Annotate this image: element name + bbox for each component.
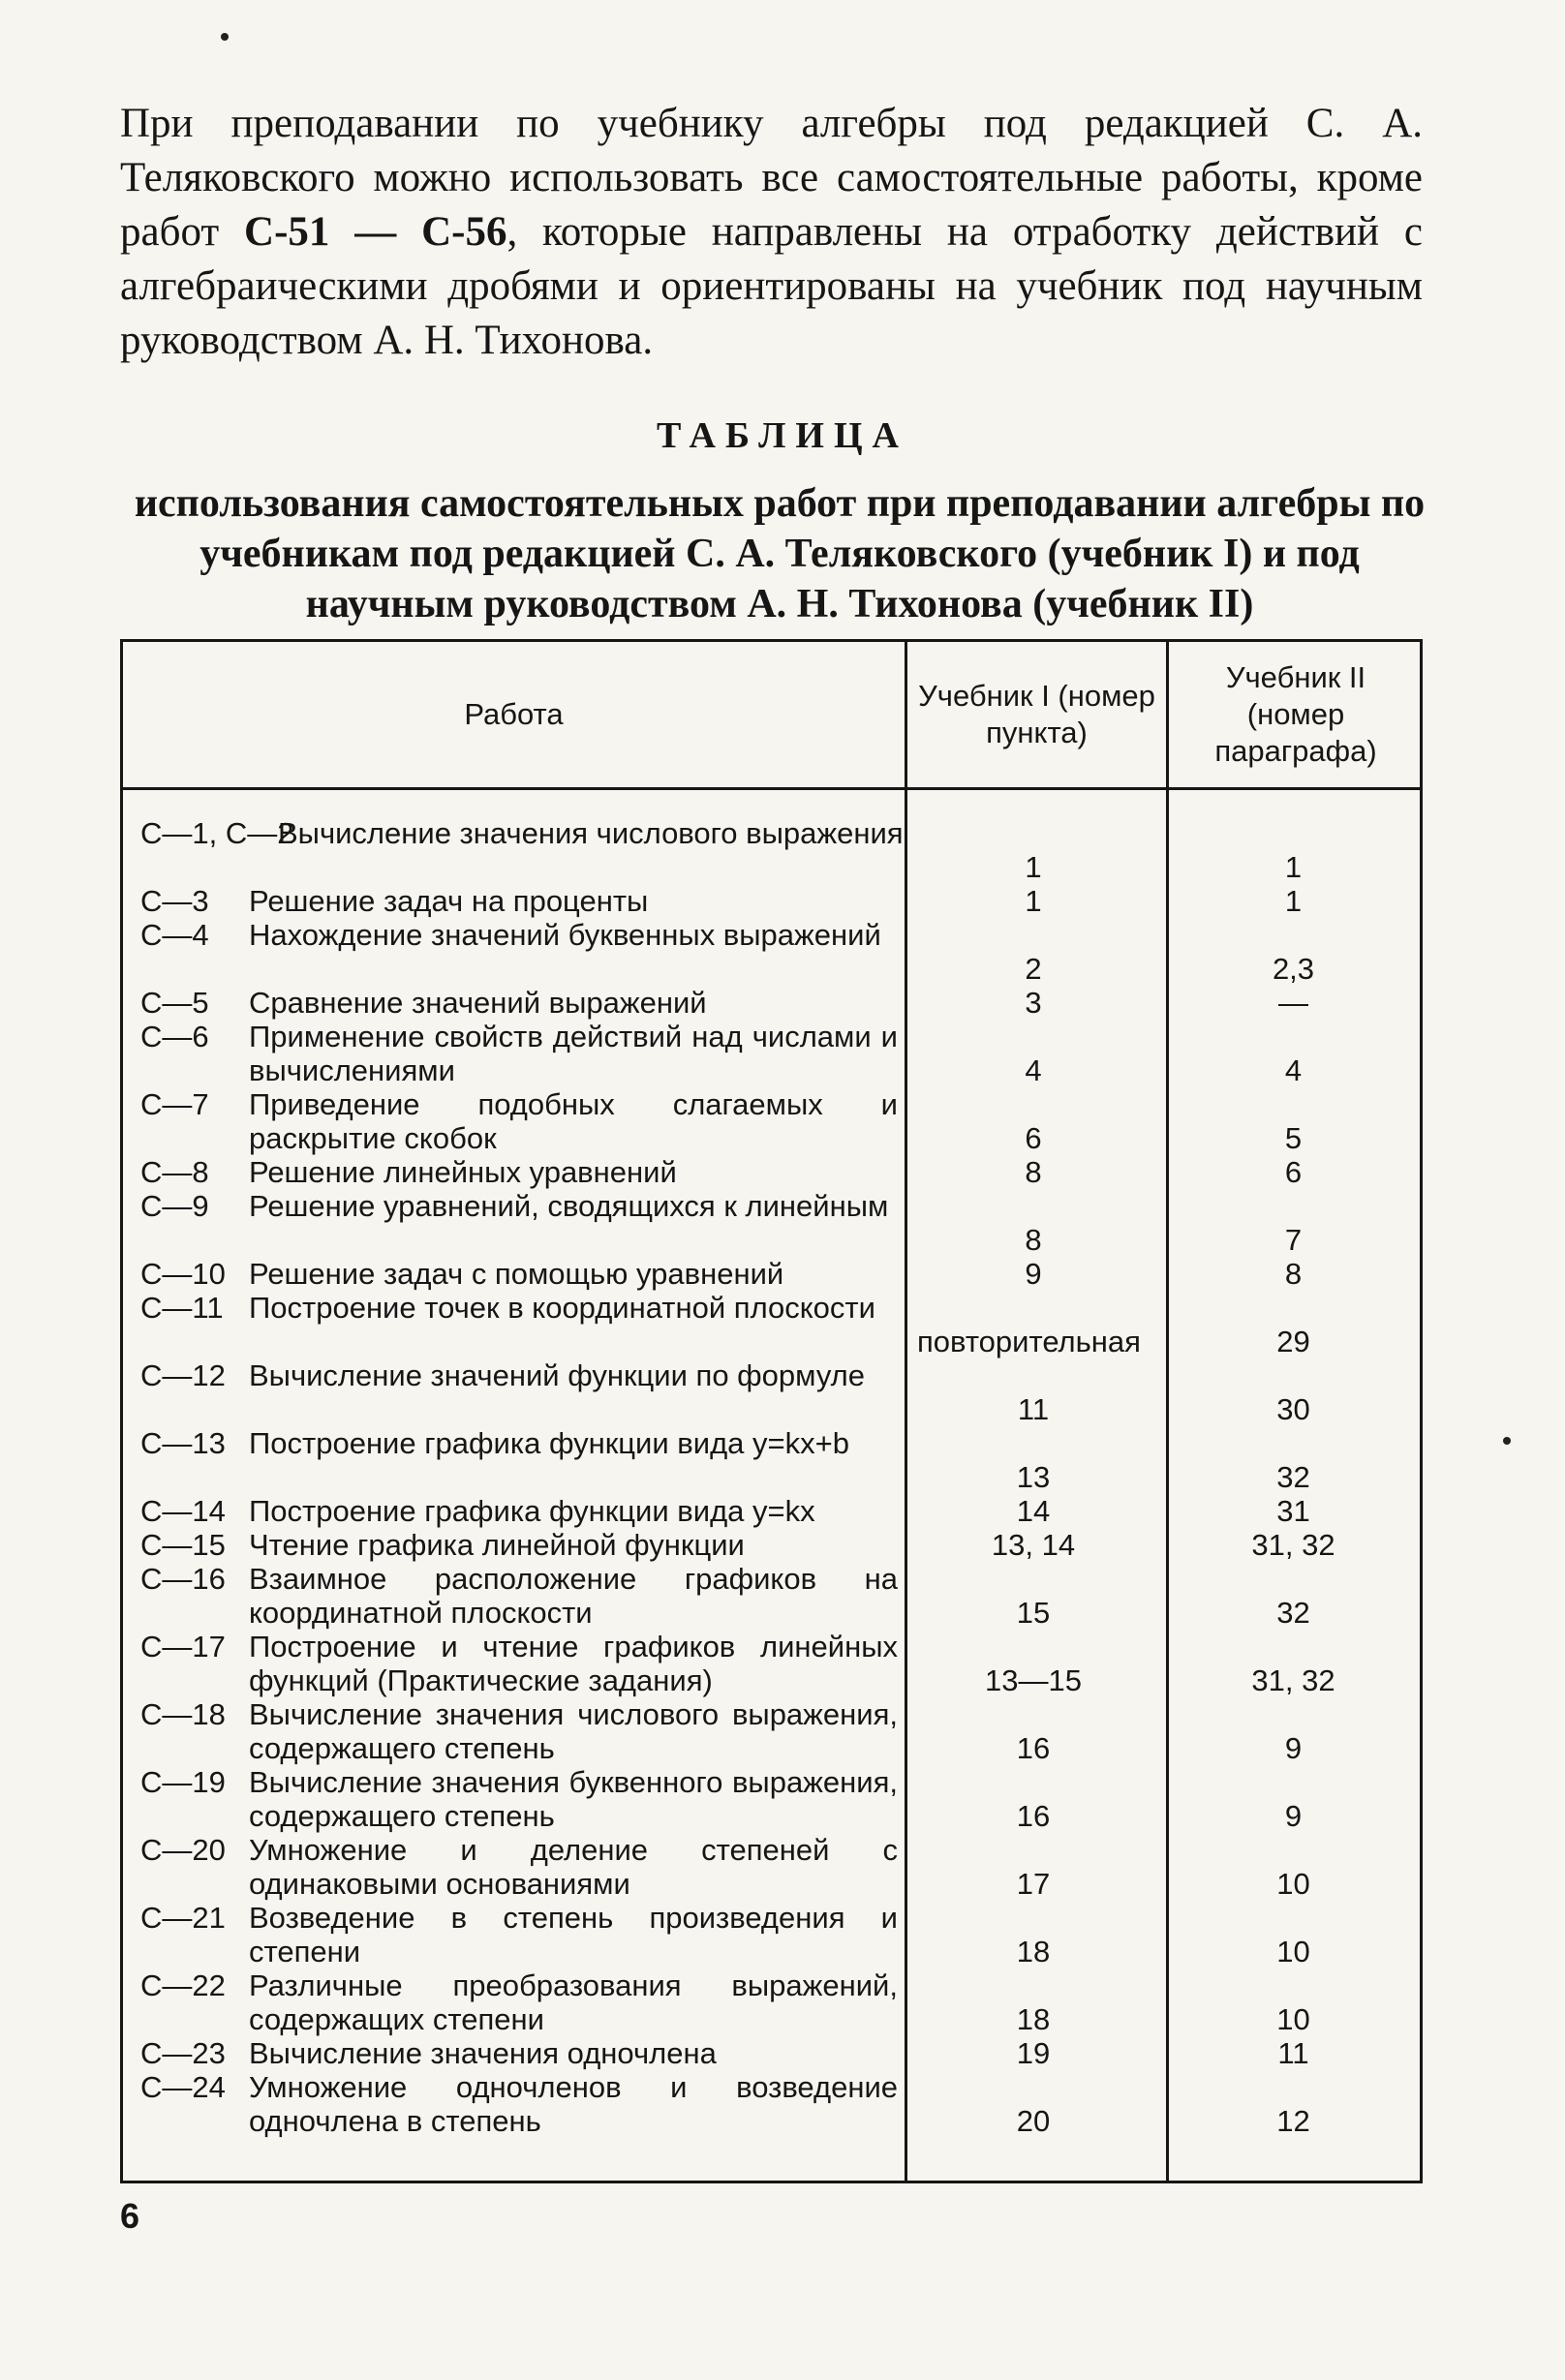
table-row: [123, 1291, 1420, 1358]
row-book1: 4: [1025, 1053, 1042, 1087]
scan-speck: [1503, 1437, 1511, 1445]
table-row: [123, 1697, 1420, 1765]
row-code: С—15: [140, 1528, 226, 1562]
header-book1: Учебник I (номер пункта): [918, 679, 1155, 749]
row-code: С—4: [140, 918, 209, 952]
usage-table: [120, 639, 1423, 2183]
row-book1: 9: [1025, 1257, 1042, 1291]
row-code: С—8: [140, 1155, 209, 1189]
row-description: Взаимное расположение графиков на координатной плоскости: [249, 1562, 898, 1630]
row-description: Построение точек в координатной плоскости: [249, 1291, 875, 1325]
row-book1: 1: [1025, 884, 1042, 918]
row-code: С—5: [140, 986, 209, 1020]
header-work: Работа: [464, 697, 564, 731]
row-book2: 5: [1284, 1121, 1303, 1155]
table-row: [123, 1765, 1420, 1833]
row-description: Умножение и деление степеней с одинаковыми основаниями: [249, 1833, 898, 1901]
row-book2: 12: [1276, 2104, 1310, 2138]
row-code: С—20: [140, 1833, 226, 1867]
row-book1: 16: [1016, 1731, 1051, 1765]
row-book2: 31, 32: [1251, 1663, 1335, 1697]
row-description: Различные преобразования выражений, содержащих степени: [249, 1968, 898, 2036]
row-book2: 32: [1276, 1596, 1310, 1630]
row-book1: 11: [1017, 1392, 1050, 1426]
table-row: [123, 1426, 1420, 1494]
row-book2: 2,3: [1272, 952, 1315, 986]
table-row: [123, 1968, 1420, 2036]
table-subtitle: использования самостоятельных работ при преподавании алгебры по учебникам под редакцией С. А. Теляковского (учебник I) и под научным руководством А. Н. Тихонова (учебник II): [134, 481, 1426, 626]
row-code: С—7: [140, 1087, 209, 1121]
row-book2: 10: [1276, 1867, 1310, 1901]
row-book1: 3: [1025, 986, 1042, 1020]
intro-paragraph: [120, 97, 1423, 368]
row-book1: 1: [1025, 850, 1042, 884]
table-row: [123, 816, 1420, 884]
row-book1: 6: [1025, 1121, 1042, 1155]
row-code: С—21: [140, 1901, 226, 1935]
row-description: Вычисление значения одночлена: [249, 2036, 717, 2070]
row-book1: 8: [1025, 1223, 1042, 1257]
row-book2: 8: [1284, 1257, 1303, 1291]
row-book1: 17: [1016, 1867, 1051, 1901]
row-book2: 30: [1276, 1392, 1310, 1426]
row-book1: 2: [1025, 952, 1042, 986]
row-description: Вычисление значения числового выражения: [278, 816, 904, 850]
table-row: [123, 986, 1420, 1020]
row-description: Решение задач с помощью уравнений: [249, 1257, 784, 1291]
row-book2: 6: [1284, 1155, 1303, 1189]
row-description: Нахождение значений буквенных выражений: [249, 918, 881, 952]
row-book2: 4: [1284, 1053, 1303, 1087]
intro-text-start: При преподавании по учебнику алгебры под редакцией С. А. Теляковского можно использовать все самостоятельные работы, кроме работ: [120, 101, 1423, 255]
row-code: С—22: [140, 1968, 226, 2002]
row-book1: 13—15: [985, 1663, 1082, 1697]
row-book1: повторительная: [917, 1325, 1141, 1358]
table-row: [123, 1189, 1420, 1257]
row-book2: 31: [1276, 1494, 1310, 1528]
row-code: С—24: [140, 2070, 226, 2104]
row-description: Вычисление значения числового выражения, содержащего степень: [249, 1697, 898, 1765]
row-code: С—6: [140, 1020, 209, 1053]
row-book2: —: [1278, 986, 1308, 1020]
row-description: Умножение одночленов и возведение одночлена в степень: [249, 2070, 898, 2138]
row-description: Сравнение значений выражений: [249, 986, 707, 1020]
row-book1: 19: [1016, 2036, 1051, 2070]
row-book1: 18: [1016, 1935, 1051, 1968]
row-book2: 7: [1284, 1223, 1303, 1257]
table-row: [123, 1833, 1420, 1901]
row-book2: 1: [1284, 884, 1303, 918]
scan-speck: [221, 33, 229, 41]
row-code: С—18: [140, 1697, 226, 1731]
row-description: Приведение подобных слагаемых и раскрытие скобок: [249, 1087, 898, 1155]
table-title: ТАБЛИЦА: [657, 415, 908, 456]
table-row: [123, 1528, 1420, 1562]
row-description: Построение графика функции вида y=kx+b: [249, 1426, 849, 1460]
table-row: [123, 1901, 1420, 1968]
table-row: [123, 1562, 1420, 1630]
row-code: С—23: [140, 2036, 226, 2070]
table-row: [123, 1087, 1420, 1155]
row-description: Решение уравнений, сводящихся к линейным: [249, 1189, 889, 1223]
row-book1: 14: [1016, 1494, 1051, 1528]
row-book2: 11: [1277, 2036, 1309, 2070]
row-code: С—16: [140, 1562, 226, 1596]
row-book1: 16: [1016, 1799, 1051, 1833]
table-row: [123, 884, 1420, 918]
row-code: С—9: [140, 1189, 209, 1223]
row-book1: 8: [1025, 1155, 1042, 1189]
page-number: 6: [120, 2196, 140, 2236]
intro-bold-range: С-51 — С-56: [244, 209, 507, 255]
table-row: [123, 1358, 1420, 1426]
row-description: Вычисление значений функции по формуле: [249, 1358, 865, 1392]
row-book2: 1: [1284, 850, 1303, 884]
row-book2: 9: [1284, 1799, 1303, 1833]
row-code: С—13: [140, 1426, 226, 1460]
row-book1: 15: [1016, 1596, 1051, 1630]
row-code: С—14: [140, 1494, 226, 1528]
row-description: Чтение графика линейной функции: [249, 1528, 745, 1562]
row-code: С—11: [140, 1291, 224, 1325]
header-divider: [123, 787, 1420, 790]
row-book2: 10: [1276, 1935, 1310, 1968]
table-row: [123, 1020, 1420, 1087]
row-book2: 31, 32: [1251, 1528, 1335, 1562]
row-description: Возведение в степень произведения и степени: [249, 1901, 898, 1968]
row-description: Вычисление значения буквенного выражения, содержащего степень: [249, 1765, 898, 1833]
row-description: Построение и чтение графиков линейных функций (Практические задания): [249, 1630, 898, 1697]
intro-text-end: , которые направлены на отработку действий с алгебраическими дробями и ориентированы на учебник под научным руководством А. Н. Тихонова.: [120, 209, 1423, 363]
table-row: [123, 1257, 1420, 1291]
header-book2: Учебник II (номер параграфа): [1214, 660, 1377, 768]
row-book1: 13: [1016, 1460, 1051, 1494]
table-row: [123, 2070, 1420, 2138]
table-row: [123, 918, 1420, 986]
row-book2: 10: [1276, 2002, 1310, 2036]
table-row: [123, 1155, 1420, 1189]
row-book1: 18: [1016, 2002, 1051, 2036]
row-description: Применение свойств действий над числами и вычислениями: [249, 1020, 898, 1087]
row-code: С—3: [140, 884, 209, 918]
row-book2: 32: [1276, 1460, 1310, 1494]
row-book1: 13, 14: [991, 1528, 1076, 1562]
row-code: С—17: [140, 1630, 226, 1663]
row-code: С—1, С—2: [140, 816, 294, 850]
table-row: [123, 1494, 1420, 1528]
table-row: [123, 2036, 1420, 2070]
row-code: С—19: [140, 1765, 226, 1799]
row-book2: 29: [1276, 1325, 1310, 1358]
row-description: Решение задач на проценты: [249, 884, 649, 918]
row-book1: 20: [1016, 2104, 1051, 2138]
row-code: С—12: [140, 1358, 226, 1392]
row-code: С—10: [140, 1257, 226, 1291]
table-row: [123, 1630, 1420, 1697]
row-description: Построение графика функции вида y=kx: [249, 1494, 815, 1528]
row-description: Решение линейных уравнений: [249, 1155, 677, 1189]
row-book2: 9: [1284, 1731, 1303, 1765]
